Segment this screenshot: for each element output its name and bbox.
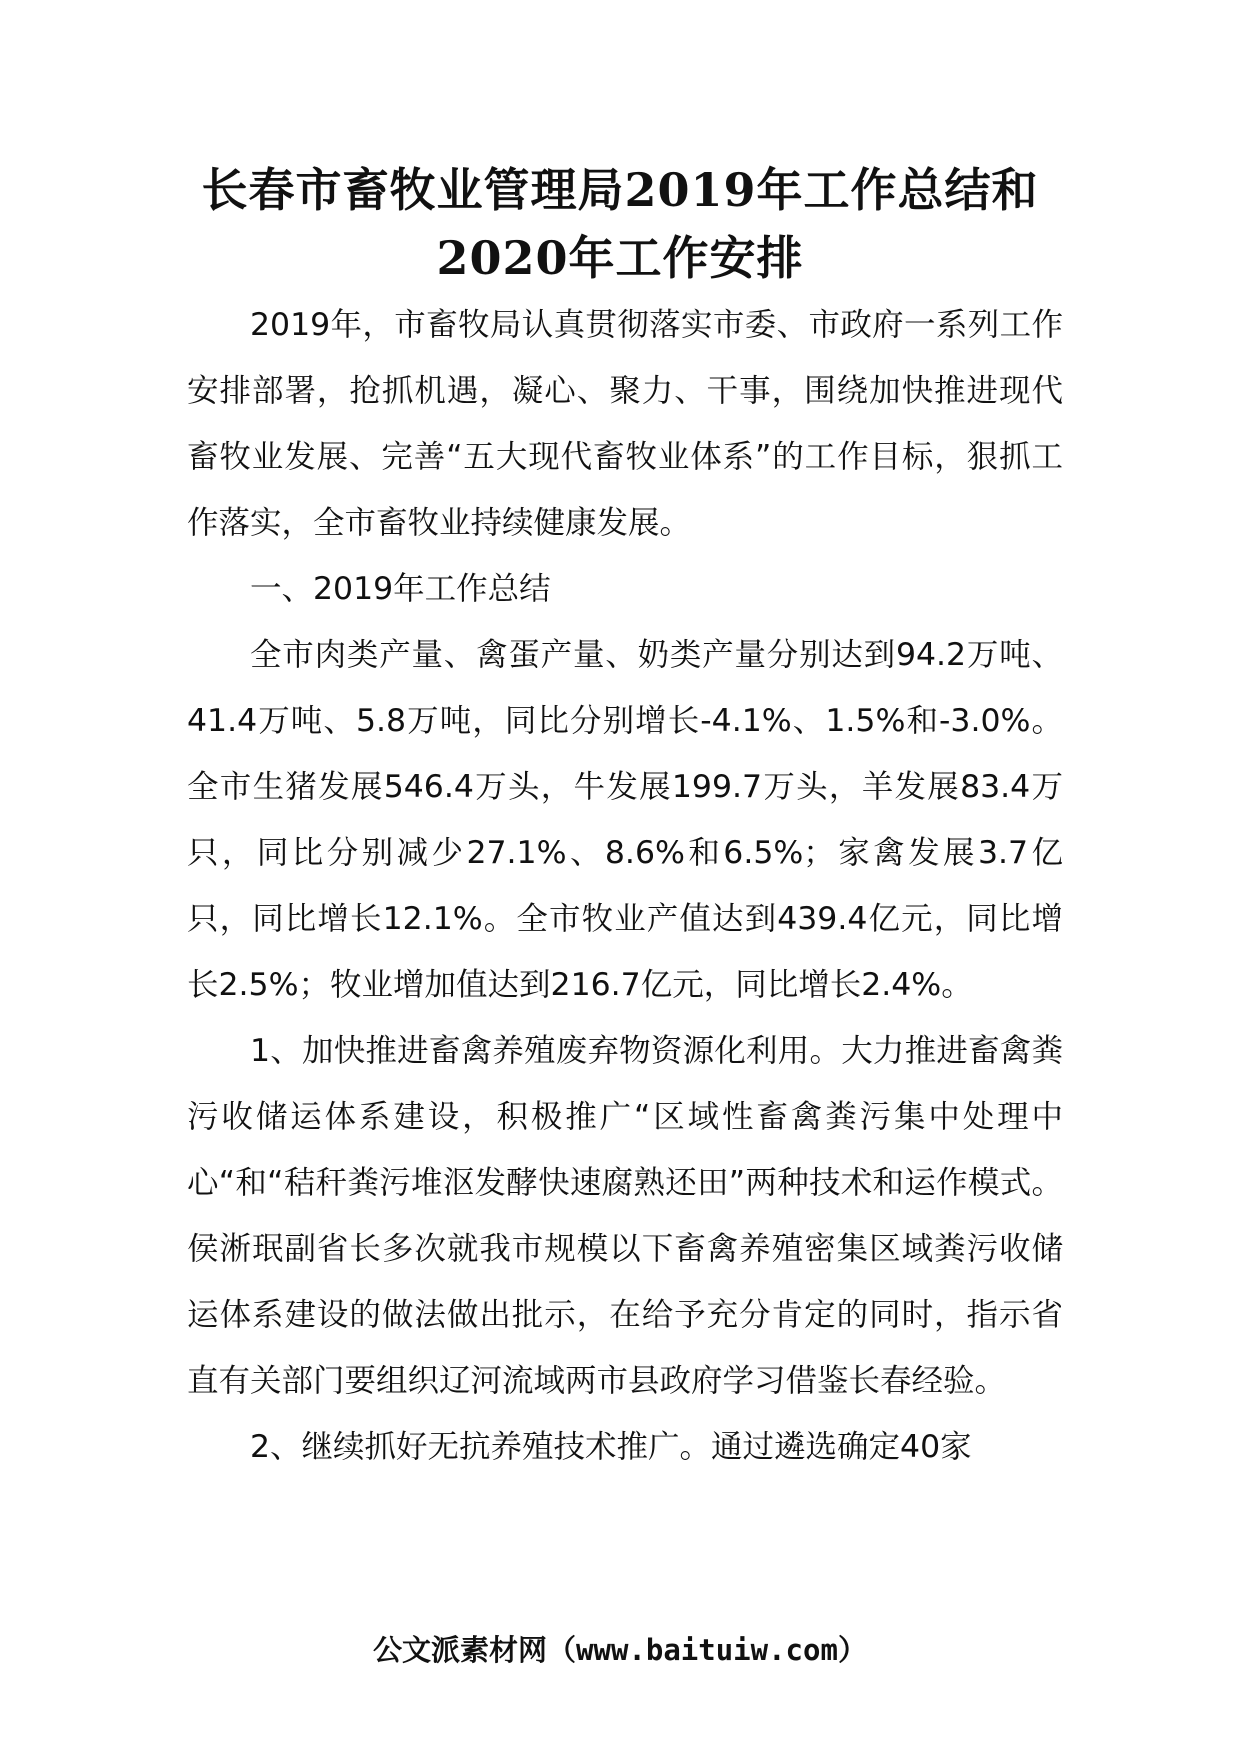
document-title-line-1: 长春市畜牧业管理局2019年工作总结和	[201, 163, 1039, 217]
summary-statistics-paragraph: 全市肉类产量、禽蛋产量、奶类产量分别达到94.2万吨、41.4万吨、5.8万吨，同比分别增长-4.1%、1.5%和-3.0%。全市生猪发展546.4万头，牛发展199.7万头，羊发展83.4万只，同比分别减少27.1%、8.6%和6.5%；家禽发展3.7亿只，同比增长12.1%。全市牧业产值达到439.4亿元，同比增长2.5%；牧业增加值达到216.7亿元，同比增长2.4%。	[187, 637, 1063, 1003]
source-footer: 公文派素材网（www.baituiw.com）	[373, 1633, 867, 1667]
intro-paragraph: 2019年，市畜牧局认真贯彻落实市委、市政府一系列工作安排部署，抢抓机遇，凝心、聚力、干事，围绕加快推进现代畜牧业发展、完善“五大现代畜牧业体系”的工作目标，狠抓工作落实，全市畜牧业持续健康发展。	[187, 307, 1063, 541]
section-heading: 一、2019年工作总结	[250, 571, 551, 607]
item-2-paragraph: 2、继续抓好无抗养殖技术推广。通过遴选确定40家	[250, 1429, 972, 1465]
item-1-paragraph: 1、加快推进畜禽养殖废弃物资源化利用。大力推进畜禽粪污收储运体系建设，积极推广“区域性畜禽粪污集中处理中心“和“秸秆粪污堆沤发酵快速腐熟还田”两种技术和运作模式。侯淅珉副省长多次就我市规模以下畜禽养殖密集区域粪污收储运体系建设的做法做出批示，在给予充分肯定的同时，指示省直有关部门要组织辽河流域两市县政府学习借鉴长春经验。	[187, 1033, 1063, 1399]
document-title-line-2: 2020年工作安排	[436, 231, 804, 285]
document-body	[187, 292, 1063, 1480]
